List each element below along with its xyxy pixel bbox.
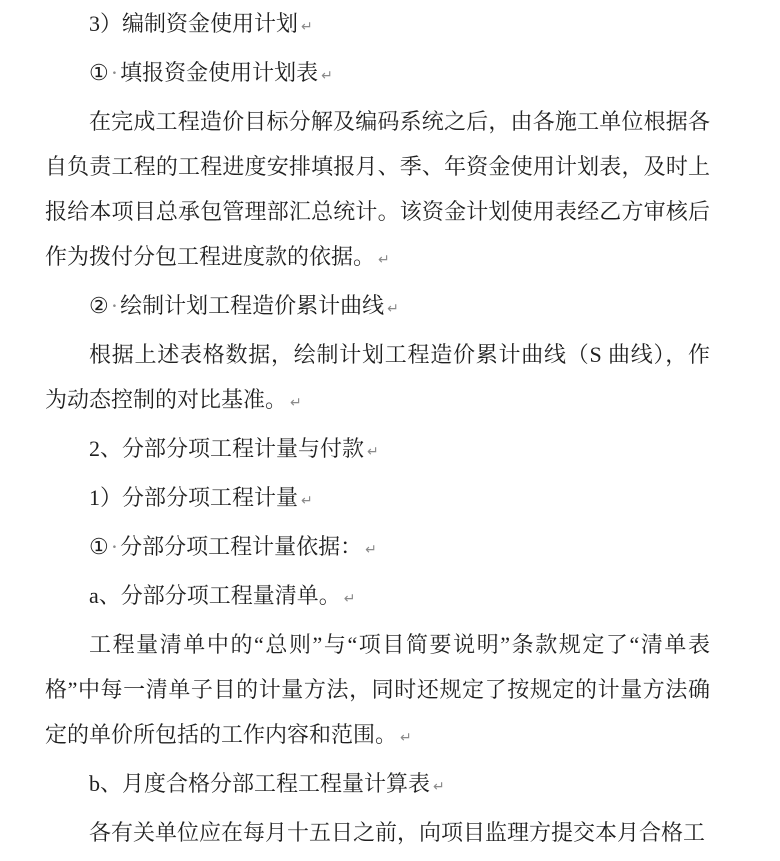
paragraph[interactable] (45, 283, 710, 332)
pilcrow-mark: ↵ (290, 395, 302, 411)
paragraph[interactable] (45, 426, 710, 475)
paragraph[interactable] (45, 810, 710, 855)
paragraph-text: 各有关单位应在每月十五日之前，向项目监理方提交本月合格工 (89, 820, 706, 845)
paragraph[interactable] (45, 332, 710, 426)
paragraph[interactable] (45, 475, 710, 524)
pilcrow-mark: ↵ (367, 444, 379, 460)
space-format-mark: · (110, 534, 119, 559)
pilcrow-mark: ↵ (343, 591, 356, 607)
pilcrow-mark: ↵ (365, 542, 377, 558)
paragraph[interactable] (45, 524, 710, 573)
paragraph-text: 绘制计划工程造价累计曲线 (120, 293, 385, 318)
pilcrow-mark: ↵ (387, 301, 399, 317)
paragraph-text: ① (89, 60, 109, 85)
paragraph-text: a、分部分项工程量清单。 (89, 583, 341, 608)
paragraph[interactable] (45, 622, 710, 761)
paragraph-text: b、月度合格分部工程工程量计算表 (89, 771, 431, 796)
pilcrow-mark: ↵ (433, 779, 445, 795)
paragraph-text: 1）分部分项工程计量 (89, 485, 299, 510)
pilcrow-mark: ↵ (321, 68, 333, 84)
paragraph[interactable] (45, 573, 710, 622)
paragraph[interactable] (45, 1, 710, 50)
pilcrow-mark: ↵ (400, 730, 412, 746)
paragraph-text: 在完成工程造价目标分解及编码系统之后，由各施工单位根据各自负责工程的工程进度安排填报月、季、年资金使用计划表，及时上报给本项目总承包管理部汇总统计。该资金计划使用表经乙方审核后作为拨付分包工程进度款的依据。 (45, 109, 710, 269)
space-format-mark: · (110, 60, 119, 85)
paragraph[interactable] (45, 50, 710, 99)
paragraph-text: 根据上述表格数据，绘制计划工程造价累计曲线（S 曲线），作为动态控制的对比基准。 (45, 342, 710, 412)
pilcrow-mark: ↵ (301, 493, 313, 509)
paragraph-text: 工程量清单中的“总则”与“项目简要说明”条款规定了“清单表格”中每一清单子目的计量方法，同时还规定了按规定的计量方法确定的单价所包括的工作内容和范围。 (45, 632, 710, 747)
paragraph[interactable] (45, 761, 710, 810)
pilcrow-mark: ↵ (301, 19, 313, 35)
paragraph-text: 3）编制资金使用计划 (89, 11, 299, 36)
paragraph-text: ① (89, 534, 109, 559)
paragraph-text: 2、分部分项工程计量与付款 (89, 436, 365, 461)
pilcrow-mark: ↵ (378, 252, 390, 268)
paragraph[interactable] (45, 99, 710, 283)
document-body (45, 1, 710, 855)
paragraph-text: 填报资金使用计划表 (120, 60, 319, 85)
space-format-mark: · (110, 293, 119, 318)
paragraph-text: ② (89, 293, 109, 318)
paragraph-text: 分部分项工程计量依据： (120, 534, 363, 559)
